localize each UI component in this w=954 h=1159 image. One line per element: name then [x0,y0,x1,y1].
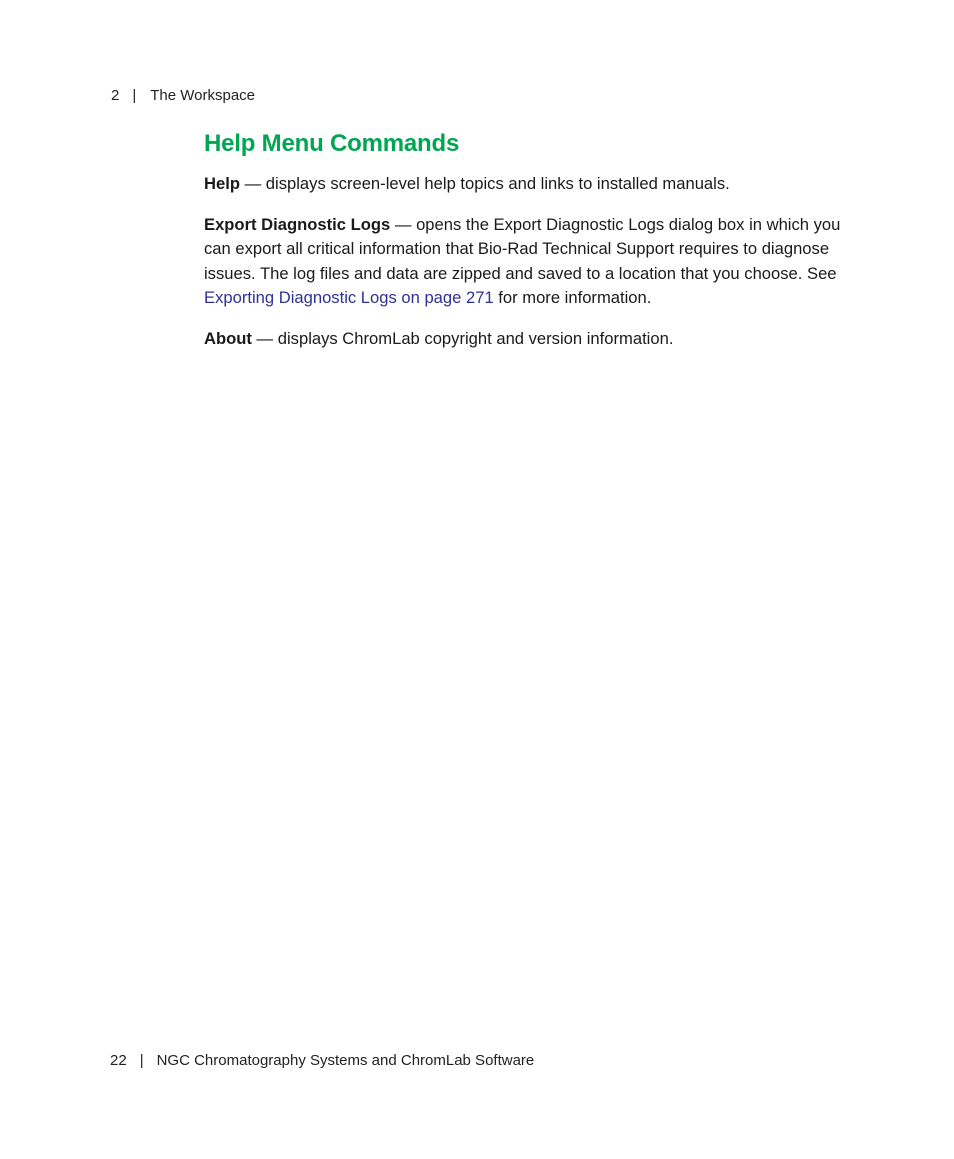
help-dash: — [239,174,266,193]
export-diagnostic-logs-term: Export Diagnostic Logs [204,214,391,234]
export-diagnostic-logs-description: opens the Export Diagnostic Logs dialog box in which you can export all critical information that Bio-Rad Technical Support requires to diagnose issues. The log files and data are zipped and saved to a location that you choose. See [204,214,841,283]
about-item [204,327,844,352]
footer-separator: | [139,1052,144,1069]
about-description: displays ChromLab copyright and version information. [277,328,674,348]
about-term: About [204,328,252,348]
header-separator: | [132,87,137,104]
book-title: NGC Chromatography Systems and ChromLab Software [156,1052,535,1069]
section-title: Help Menu Commands [204,130,460,157]
running-header [111,87,255,104]
exporting-diagnostic-logs-link[interactable]: Exporting Diagnostic Logs on page 271 [204,288,494,307]
about-dash: — [251,328,278,348]
export-diagnostic-logs-item [204,213,844,311]
main-content [204,128,844,367]
chapter-title: The Workspace [150,87,256,104]
chapter-number: 2 [111,87,120,104]
help-item [204,172,844,197]
export-diagnostic-logs-dash: — [390,214,417,234]
page-number: 22 [110,1052,127,1069]
running-footer [110,1052,534,1069]
help-term: Help [204,174,240,193]
help-description: displays screen-level help topics and links to installed manuals. [265,174,730,193]
export-diagnostic-logs-description-end: for more information. [493,288,652,307]
